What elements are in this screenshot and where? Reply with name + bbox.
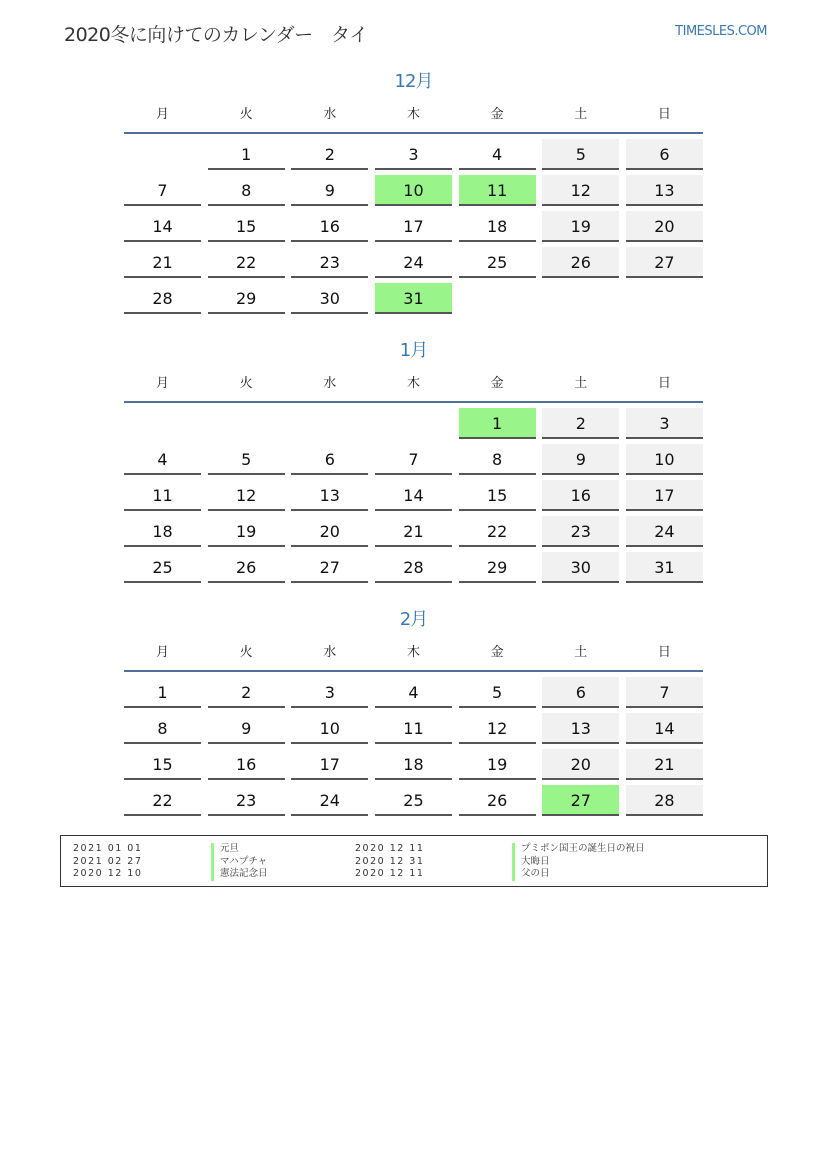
weekday-header [124,100,703,122]
page-title: 2020冬に向けてのカレンダー タイ [64,24,368,46]
brand-logo[interactable]: TIMESLES.COM [675,24,767,39]
day-cell[interactable]: 7 [626,677,703,708]
weekday-label: 月 [155,376,169,391]
day-cell[interactable]: 18 [124,516,201,547]
empty-day-cell [542,283,619,314]
day-cell[interactable]: 16 [542,480,619,511]
empty-day-cell [626,283,703,314]
weekday-label: 土 [574,107,588,122]
day-cell[interactable]: 23 [291,247,368,278]
legend-holiday-name: プミポン国王の誕生日の祝日 [512,843,645,856]
month-calendar [124,606,703,821]
week-row [124,749,703,780]
legend-holiday-name: 憲法記念日 [211,868,268,881]
legend-names-left [211,843,268,881]
weekday-label: 水 [323,376,337,391]
day-cell[interactable]: 5 [459,677,536,708]
day-cell[interactable]: 13 [291,480,368,511]
weekday-label: 木 [406,376,420,391]
day-cell[interactable]: 21 [375,516,452,547]
legend-dates-right [355,843,424,881]
day-cell[interactable]: 2 [542,408,619,439]
empty-day-cell [124,408,201,439]
day-cell[interactable]: 30 [291,283,368,314]
day-cell[interactable]: 14 [626,713,703,744]
day-cell[interactable]: 17 [626,480,703,511]
day-cell[interactable]: 26 [208,552,285,583]
weekday-label: 金 [490,376,504,391]
weekday-label: 火 [239,376,253,391]
weekday-label: 土 [574,645,588,660]
week-row [124,211,703,242]
week-row [124,139,703,170]
day-cell[interactable]: 30 [542,552,619,583]
day-cell[interactable]: 19 [542,211,619,242]
legend-holiday-name: マハプチャ [211,856,268,869]
week-row [124,444,703,475]
day-cell[interactable]: 3 [291,677,368,708]
day-cell[interactable]: 29 [208,283,285,314]
weekday-label: 金 [490,645,504,660]
day-cell[interactable]: 17 [375,211,452,242]
weekday-label: 木 [406,645,420,660]
day-cell[interactable]: 15 [208,211,285,242]
day-cell[interactable]: 11 [459,175,536,206]
legend-holiday-name: 父の日 [512,868,645,881]
day-cell[interactable]: 25 [459,247,536,278]
day-cell[interactable]: 11 [124,480,201,511]
day-cell[interactable]: 24 [291,785,368,816]
day-cell[interactable]: 19 [208,516,285,547]
legend-date: 2021 02 27 [73,855,143,867]
legend-date: 2020 12 10 [73,868,143,879]
weekday-label: 木 [406,107,420,122]
weekday-label: 火 [239,645,253,660]
header-rule [124,670,703,672]
month-title: 1月 [399,340,428,361]
week-row [124,552,703,583]
day-cell[interactable]: 5 [208,444,285,475]
day-cell[interactable]: 28 [626,785,703,816]
day-cell[interactable]: 20 [542,749,619,780]
day-cell[interactable]: 10 [626,444,703,475]
weekday-label: 月 [155,645,169,660]
week-row [124,283,703,314]
weekday-label: 日 [657,645,671,660]
week-row [124,677,703,708]
day-cell[interactable]: 1 [208,139,285,170]
day-cell[interactable]: 25 [124,552,201,583]
day-cell[interactable]: 3 [375,139,452,170]
day-cell[interactable]: 1 [124,677,201,708]
day-cell[interactable]: 8 [208,175,285,206]
weekday-label: 日 [657,107,671,122]
week-row [124,480,703,511]
legend-holiday-name: 元旦 [211,843,268,856]
day-cell[interactable]: 8 [459,444,536,475]
day-cell[interactable]: 25 [375,785,452,816]
day-cell[interactable]: 9 [542,444,619,475]
day-cell[interactable]: 19 [459,749,536,780]
day-cell[interactable]: 23 [542,516,619,547]
day-cell[interactable]: 13 [542,713,619,744]
day-cell[interactable]: 2 [208,677,285,708]
month-title: 12月 [394,71,433,92]
header-rule [124,401,703,403]
day-cell[interactable]: 31 [626,552,703,583]
day-cell[interactable]: 7 [124,175,201,206]
day-cell[interactable]: 22 [208,247,285,278]
weekday-label: 火 [239,107,253,122]
legend-holiday-name: 大晦日 [512,856,645,869]
day-cell[interactable]: 29 [459,552,536,583]
empty-day-cell [291,408,368,439]
weekday-header [124,369,703,391]
week-row [124,516,703,547]
day-cell[interactable]: 28 [375,552,452,583]
day-cell[interactable]: 21 [124,247,201,278]
weekday-label: 日 [657,376,671,391]
legend-date: 2021 01 01 [73,843,143,854]
legend-date: 2020 12 11 [355,843,425,854]
day-cell[interactable]: 4 [124,444,201,475]
week-row [124,247,703,278]
day-cell[interactable]: 28 [124,283,201,314]
day-cell[interactable]: 26 [459,785,536,816]
day-cell[interactable]: 18 [375,749,452,780]
week-row [124,175,703,206]
weekday-label: 水 [323,107,337,122]
day-cell[interactable]: 4 [459,139,536,170]
day-cell[interactable]: 15 [459,480,536,511]
weekday-label: 土 [574,376,588,391]
weekday-label: 金 [490,107,504,122]
day-cell[interactable]: 18 [459,211,536,242]
month-calendar [124,337,703,588]
day-cell[interactable]: 11 [375,713,452,744]
legend-date: 2020 12 11 [355,868,425,879]
day-cell[interactable]: 12 [459,713,536,744]
week-row [124,785,703,816]
day-cell[interactable]: 31 [375,283,452,314]
day-cell[interactable]: 1 [459,408,536,439]
empty-day-cell [208,408,285,439]
day-cell[interactable]: 12 [208,480,285,511]
day-cell[interactable]: 5 [542,139,619,170]
day-cell[interactable]: 27 [291,552,368,583]
day-cell[interactable]: 6 [542,677,619,708]
day-cell[interactable]: 3 [626,408,703,439]
weekday-label: 水 [323,645,337,660]
day-cell[interactable]: 13 [626,175,703,206]
day-cell[interactable]: 27 [542,785,619,816]
day-cell[interactable]: 24 [626,516,703,547]
day-cell[interactable]: 10 [291,713,368,744]
week-row [124,713,703,744]
day-cell[interactable]: 16 [291,211,368,242]
day-cell[interactable]: 17 [291,749,368,780]
day-cell[interactable]: 10 [375,175,452,206]
day-cell[interactable]: 22 [459,516,536,547]
day-cell[interactable]: 22 [124,785,201,816]
day-cell[interactable]: 8 [124,713,201,744]
week-row [124,408,703,439]
day-cell[interactable]: 20 [626,211,703,242]
holiday-legend [60,835,768,887]
day-cell[interactable]: 6 [291,444,368,475]
day-cell[interactable]: 16 [208,749,285,780]
header-rule [124,132,703,134]
day-cell[interactable]: 6 [626,139,703,170]
empty-day-cell [124,139,201,170]
day-cell[interactable]: 21 [626,749,703,780]
weekday-label: 月 [155,107,169,122]
day-cell[interactable]: 2 [291,139,368,170]
day-cell[interactable]: 24 [375,247,452,278]
day-cell[interactable]: 20 [291,516,368,547]
empty-day-cell [459,283,536,314]
day-cell[interactable]: 14 [375,480,452,511]
day-cell[interactable]: 15 [124,749,201,780]
day-cell[interactable]: 9 [291,175,368,206]
empty-day-cell [375,408,452,439]
month-calendar [124,68,703,319]
day-cell[interactable]: 26 [542,247,619,278]
legend-names-right [512,843,645,881]
day-cell[interactable]: 4 [375,677,452,708]
day-cell[interactable]: 7 [375,444,452,475]
month-title: 2月 [399,609,428,630]
day-cell[interactable]: 27 [626,247,703,278]
weekday-header [124,638,703,660]
day-cell[interactable]: 23 [208,785,285,816]
day-cell[interactable]: 14 [124,211,201,242]
legend-dates-left [73,843,142,881]
day-cell[interactable]: 12 [542,175,619,206]
legend-date: 2020 12 31 [355,855,425,867]
day-cell[interactable]: 9 [208,713,285,744]
